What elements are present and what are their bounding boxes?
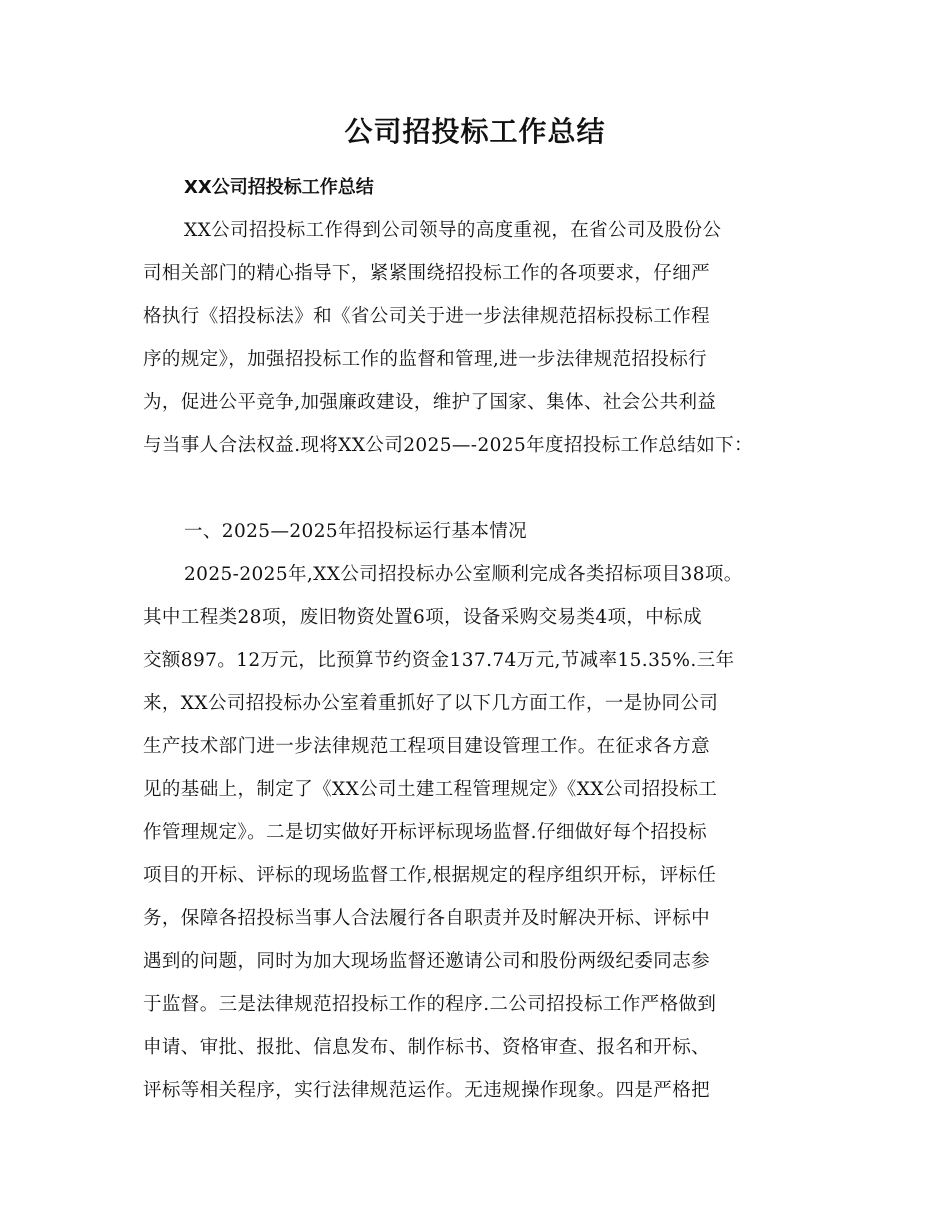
document-title: 公司招投标工作总结 (344, 115, 606, 148)
document-subtitle: XX公司招投标工作总结 (184, 177, 374, 198)
paragraph-line: 为，促进公平竞争,加强廉政建设，维护了国家、集体、社会公共利益 (143, 392, 717, 413)
paragraph-line: 格执行《招投标法》和《省公司关于进一步法律规范招标投标工作程 (143, 306, 711, 327)
paragraph-line: 生产技术部门进一步法律规范工程项目建设管理工作。在征求各方意 (143, 736, 711, 757)
paragraph-line: 作管理规定》。二是切实做好开标评标现场监督.仔细做好每个招投标 (143, 822, 708, 843)
paragraph-line: 司相关部门的精心指导下，紧紧围绕招投标工作的各项要求，仔细严 (143, 263, 711, 284)
paragraph-line: 与当事人合法权益.现将XX公司2025—-2025年度招投标工作总结如下： (143, 435, 753, 456)
paragraph-line: 2025-2025年,XX公司招投标办公室顺利完成各类招标项目38项。 (184, 564, 743, 585)
paragraph-line: 于监督。三是法律规范招投标工作的程序.二公司招投标工作严格做到 (143, 994, 717, 1015)
paragraph-line: 其中工程类28项，废旧物资处置6项，设备采购交易类4项，中标成 (143, 607, 702, 628)
paragraph-line: XX公司招投标工作得到公司领导的高度重视，在省公司及股份公 (184, 220, 722, 241)
paragraph-line: 见的基础上，制定了《XX公司土建工程管理规定》《XX公司招投标工 (143, 779, 718, 800)
paragraph-line: 申请、审批、报批、信息发布、制作标书、资格审查、报名和开标、 (143, 1037, 711, 1058)
paragraph-line: 序的规定》，加强招投标工作的监督和管理,进一步法律规范招投标行 (143, 349, 708, 370)
paragraph-line: 评标等相关程序，实行法律规范运作。无违规操作现象。四是严格把 (143, 1080, 711, 1101)
paragraph-line: 交额897。12万元，比预算节约资金137.74万元,节减率15.35%.三年 (143, 650, 735, 671)
section-heading: 一、2025—2025年招投标运行基本情况 (184, 521, 528, 542)
paragraph-line: 务，保障各招投标当事人合法履行各自职责并及时解决开标、评标中 (143, 908, 711, 929)
paragraph-line: 遇到的问题，同时为加大现场监督还邀请公司和股份两级纪委同志参 (143, 951, 711, 972)
paragraph-line: 项目的开标、评标的现场监督工作,根据规定的程序组织开标，评标任 (143, 865, 717, 886)
paragraph-line: 来，XX公司招投标办公室着重抓好了以下几方面工作，一是协同公司 (143, 693, 719, 714)
